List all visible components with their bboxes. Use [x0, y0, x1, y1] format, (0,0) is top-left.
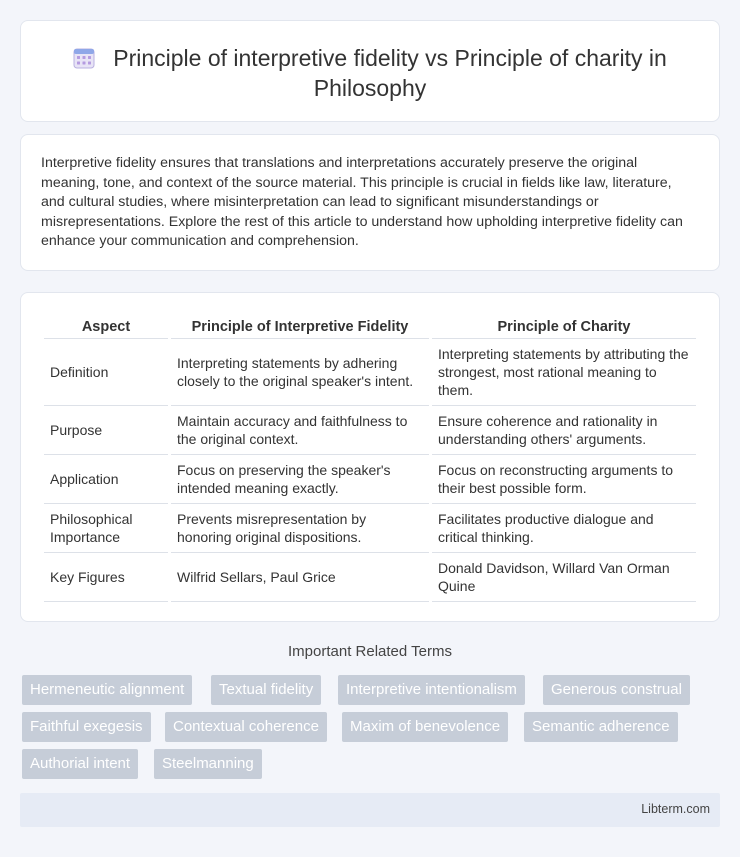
- cell-fidelity: Wilfrid Sellars, Paul Grice: [171, 553, 429, 602]
- title-card: [20, 20, 720, 122]
- cell-fidelity: Interpreting statements by adhering closely to the original speaker's intent.: [171, 339, 429, 406]
- cell-aspect: Purpose: [44, 406, 168, 455]
- comparison-table: [41, 315, 699, 602]
- related-term-tag[interactable]: Faithful exegesis: [22, 712, 151, 742]
- table-row: [44, 553, 696, 602]
- intro-text: Interpretive fidelity ensures that translations and interpretations accurately preserve the original meaning, tone, and context of the source material. This principle is crucial in fields like law, literature, and cultural studies, where misinterpretation can lead to significant misunderstandings or misrepresentations. Explore the rest of this article to understand how upholding interpretive fidelity can enhance your communication and comprehension.: [41, 155, 683, 250]
- table-row: [44, 504, 696, 553]
- table-row: [44, 455, 696, 504]
- comparison-table-card: [20, 292, 720, 622]
- page-title-wrap: [21, 43, 719, 103]
- header-aspect: Aspect: [44, 315, 168, 339]
- related-term-tag[interactable]: Contextual coherence: [165, 712, 327, 742]
- cell-charity: Focus on reconstructing arguments to their best possible form.: [432, 455, 696, 504]
- table-header-row: [44, 315, 696, 339]
- cell-aspect: Definition: [44, 339, 168, 406]
- cell-aspect: Application: [44, 455, 168, 504]
- header-fidelity: Principle of Interpretive Fidelity: [171, 315, 429, 339]
- cell-charity: Ensure coherence and rationality in understanding others' arguments.: [432, 406, 696, 455]
- cell-aspect: Key Figures: [44, 553, 168, 602]
- page-title: Principle of interpretive fidelity vs Principle of charity in Philosophy: [113, 45, 667, 101]
- calendar-grid-icon: [73, 47, 95, 69]
- table-row: [44, 406, 696, 455]
- related-term-tag[interactable]: Generous construal: [543, 675, 690, 705]
- cell-fidelity: Focus on preserving the speaker's intended meaning exactly.: [171, 455, 429, 504]
- related-term-tag[interactable]: Steelmanning: [154, 749, 262, 779]
- related-term-tag[interactable]: Textual fidelity: [211, 675, 321, 705]
- related-term-tag[interactable]: Hermeneutic alignment: [22, 675, 192, 705]
- header-charity: Principle of Charity: [432, 315, 696, 339]
- intro-card: [20, 134, 720, 271]
- cell-charity: Interpreting statements by attributing the strongest, most rational meaning to them.: [432, 339, 696, 406]
- cell-fidelity: Maintain accuracy and faithfulness to the original context.: [171, 406, 429, 455]
- footer-site-link[interactable]: Libterm.com: [641, 802, 710, 816]
- related-term-tag[interactable]: Maxim of benevolence: [342, 712, 508, 742]
- table-row: [44, 339, 696, 406]
- cell-charity: Facilitates productive dialogue and critical thinking.: [432, 504, 696, 553]
- related-term-tag[interactable]: Interpretive intentionalism: [338, 675, 525, 705]
- cell-fidelity: Prevents misrepresentation by honoring original dispositions.: [171, 504, 429, 553]
- related-term-tag[interactable]: Authorial intent: [22, 749, 138, 779]
- footer: [20, 793, 720, 827]
- cell-aspect: Philosophical Importance: [44, 504, 168, 553]
- cell-charity: Donald Davidson, Willard Van Orman Quine: [432, 553, 696, 602]
- related-term-tag[interactable]: Semantic adherence: [524, 712, 678, 742]
- related-terms-title: Important Related Terms: [288, 643, 452, 660]
